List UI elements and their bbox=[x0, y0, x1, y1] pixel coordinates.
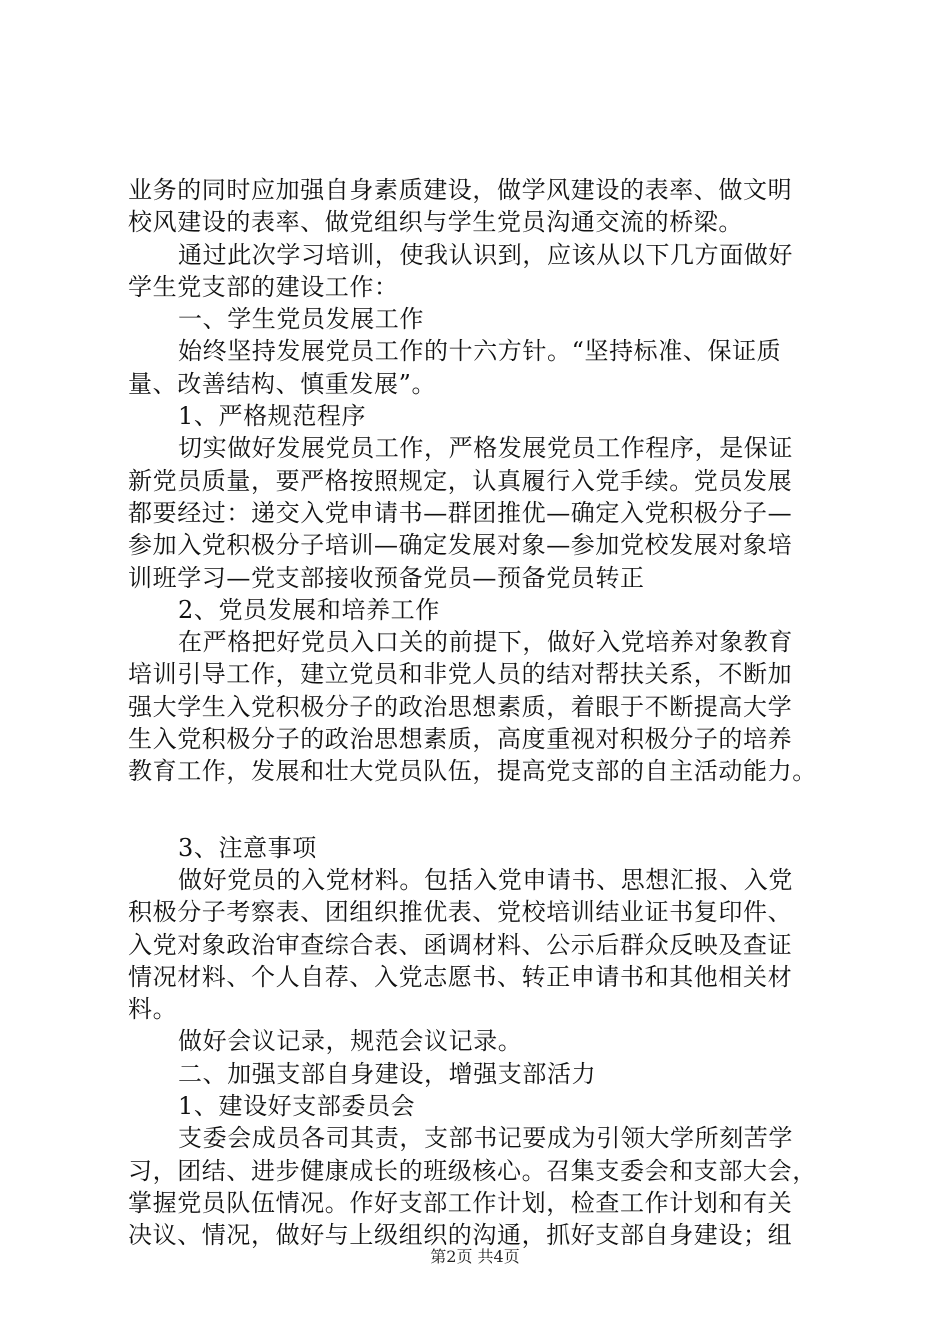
text-line: 1、严格规范程序 bbox=[178, 402, 367, 431]
text-line: 切实做好发展党员工作，严格发展党员工作程序，是保证 bbox=[178, 434, 793, 463]
text-line: 习，团结、进步健康成长的班级核心。召集支委会和支部大会， bbox=[128, 1156, 817, 1185]
text-line: 做好会议记录，规范会议记录。 bbox=[178, 1027, 523, 1056]
text-line: 量、改善结构、慎重发展”。 bbox=[128, 369, 437, 398]
text-line: 始终坚持发展党员工作的十六方针。“坚持标准、保证质 bbox=[178, 337, 782, 366]
paragraph-spacer bbox=[128, 788, 840, 832]
text-line: 新党员质量，要严格按照规定，认真履行入党手续。党员发展 bbox=[128, 466, 793, 495]
text-line: 1、建设好支部委员会 bbox=[178, 1092, 416, 1121]
text-line: 入党对象政治审查综合表、函调材料、公示后群众反映及查证 bbox=[128, 930, 793, 959]
text-line: 学生党支部的建设工作： bbox=[128, 272, 399, 301]
text-line: 决议、情况，做好与上级组织的沟通，抓好支部自身建设；组 bbox=[128, 1221, 793, 1250]
text-line: 参加入党积极分子培训—确定发展对象—参加党校发展对象培 bbox=[128, 531, 793, 560]
text-line: 教育工作，发展和壮大党员队伍，提高党支部的自主活动能力。 bbox=[128, 757, 817, 786]
text-line: 生入党积极分子的政治思想素质，高度重视对积极分子的培养 bbox=[128, 725, 793, 754]
text-line: 二、加强支部自身建设，增强支部活力 bbox=[178, 1059, 597, 1088]
text-line: 训班学习—党支部接收预备党员—预备党员转正 bbox=[128, 563, 645, 592]
text-line: 支委会成员各司其责，支部书记要成为引领大学所刻苦学 bbox=[178, 1124, 793, 1153]
text-line: 掌握党员队伍情况。作好支部工作计划，检查工作计划和有关 bbox=[128, 1188, 793, 1217]
document-body bbox=[128, 174, 840, 1252]
text-line: 做好党员的入党材料。包括入党申请书、思想汇报、入党 bbox=[178, 865, 793, 894]
text-line: 强大学生入党积极分子的政治思想素质，着眼于不断提高大学 bbox=[128, 692, 793, 721]
text-line: 在严格把好党员入口关的前提下，做好入党培养对象教育 bbox=[178, 628, 793, 657]
text-line: 业务的同时应加强自身素质建设，做学风建设的表率、做文明 bbox=[128, 176, 793, 204]
text-line: 培训引导工作，建立党员和非党人员的结对帮扶关系，不断加 bbox=[128, 660, 793, 689]
text-line: 3、注意事项 bbox=[178, 833, 317, 862]
text-line: 情况材料、个人自荐、入党志愿书、转正申请书和其他相关材 bbox=[128, 962, 793, 991]
page-footer: 第2页 共4页 bbox=[430, 1247, 520, 1266]
text-line: 2、党员发展和培养工作 bbox=[178, 595, 440, 624]
text-line: 通过此次学习培训，使我认识到，应该从以下几方面做好 bbox=[178, 240, 793, 269]
text-line: 都要经过：递交入党申请书—群团推优—确定入党积极分子— bbox=[128, 498, 793, 527]
text-line: 一、学生党员发展工作 bbox=[178, 305, 424, 334]
text-line: 料。 bbox=[128, 995, 178, 1024]
text-line: 校风建设的表率、做党组织与学生党员沟通交流的桥梁。 bbox=[128, 208, 743, 237]
text-line: 积极分子考察表、团组织推优表、党校培训结业证书复印件、 bbox=[128, 898, 793, 927]
